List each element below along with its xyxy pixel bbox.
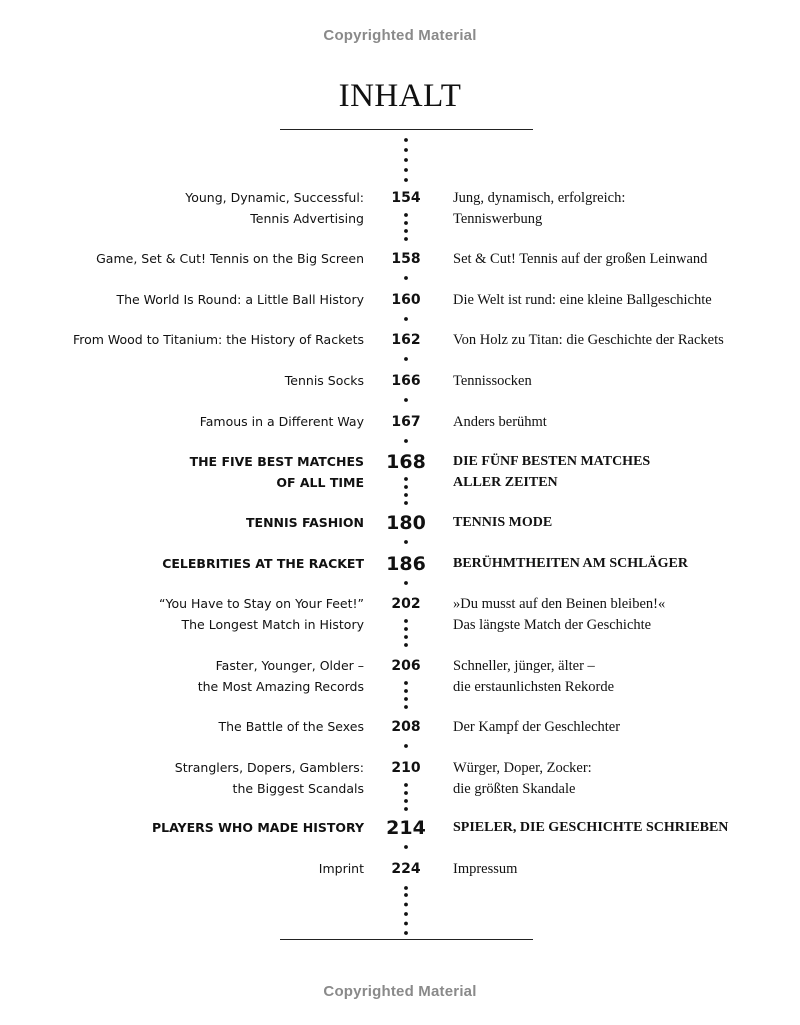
english-title-line: THE FIVE BEST MATCHES [189,454,364,469]
page-number: 186 [386,553,426,575]
german-title-line: Anders berühmt [453,414,547,430]
page-number: 162 [391,332,421,348]
divider-dot [404,213,408,217]
divider-dot [404,439,408,443]
divider-dot [404,178,408,182]
english-title [152,818,364,839]
page-number: 214 [386,817,426,839]
divider-dot [404,799,408,803]
divider-dot [404,886,408,890]
divider-dot [404,398,408,402]
divider-dot [404,221,408,225]
divider-dot [404,635,408,639]
german-title-line: Würger, Doper, Zocker: [453,760,592,776]
divider-dot [404,931,408,935]
german-title-line: Impressum [453,861,518,877]
divider-dot [404,485,408,489]
divider-dot [404,807,408,811]
english-title-line: The Longest Match in History [181,616,364,632]
english-title [73,330,364,351]
german-title [453,412,547,433]
divider-dot [404,501,408,505]
german-title-line: Der Kampf der Geschlechter [453,719,621,735]
divider-dot [404,168,408,172]
page-number: 180 [386,512,426,534]
german-title [453,290,712,311]
divider-dot [404,627,408,631]
bottom-divider [280,939,533,940]
divider-dot [404,744,408,748]
divider-dot [404,791,408,795]
german-title-line: die größten Skandale [453,780,576,797]
german-title-line: Tenniswerbung [453,210,543,227]
german-title [453,758,592,799]
english-title [96,249,364,270]
divider-dot [404,681,408,685]
divider-dot [404,922,408,926]
top-divider [280,129,533,130]
german-title [453,188,625,229]
english-title [175,758,364,799]
german-title-line: die erstaunlichsten Rekorde [453,678,615,695]
page-number: 160 [391,292,421,308]
divider-dot [404,276,408,280]
divider-dot [404,893,408,897]
german-title [453,656,614,697]
divider-dot [404,689,408,693]
divider-dot [404,581,408,585]
divider-dot [404,138,408,142]
german-title-line: SPIELER, DIE GESCHICHTE SCHRIEBEN [453,820,729,835]
german-title-line: ALLER ZEITEN [453,474,558,490]
page-number: 202 [391,596,421,612]
divider-dot [404,783,408,787]
page-number: 158 [391,251,421,267]
english-title [185,188,364,229]
divider-dot [404,619,408,623]
german-title [453,513,552,534]
page-number: 208 [391,719,421,735]
german-title-line: Von Holz zu Titan: die Geschichte der Rackets [453,332,724,348]
copyright-notice-top: Copyrighted Material [323,27,477,44]
divider-dot [404,148,408,152]
page-number: 206 [391,658,421,674]
english-title-line: PLAYERS WHO MADE HISTORY [151,820,364,835]
english-title-line: Tennis Advertising [250,210,364,226]
german-title-line: Tennissocken [453,373,532,389]
divider-dot [404,705,408,709]
divider-dot [404,237,408,241]
german-title-line: Die Welt ist rund: eine kleine Ballgeschichte [453,292,712,308]
german-title-line: DIE FÜNF BESTEN MATCHES [453,454,651,469]
german-title [453,594,665,635]
german-title-line: Jung, dynamisch, erfolgreich: [453,190,626,206]
english-title-line: Young, Dynamic, Successful: [185,190,364,205]
english-title-line: Imprint [318,861,364,876]
english-title-line: From Wood to Titanium: the History of Rackets [72,332,364,347]
english-title [159,594,364,635]
page-number: 166 [391,373,421,389]
english-title-line: CELEBRITIES AT THE RACKET [162,556,364,571]
page-number: 168 [386,451,426,473]
english-title-line: Tennis Socks [284,373,364,388]
english-title-line: Stranglers, Dopers, Gamblers: [174,760,364,775]
english-title-line: OF ALL TIME [276,474,364,490]
page-number: 210 [391,760,421,776]
english-title-line: The World Is Round: a Little Ball History [116,292,364,307]
divider-dot [404,845,408,849]
page-number: 224 [391,861,421,877]
divider-dot [404,697,408,701]
german-title [453,452,650,493]
divider-dot [404,477,408,481]
english-title-line: the Biggest Scandals [232,780,364,796]
german-title [453,554,688,575]
german-title [453,818,728,839]
divider-dot [404,158,408,162]
german-title [453,859,517,880]
german-title-line: Set & Cut! Tennis auf der großen Leinwand [453,251,708,267]
english-title [162,554,364,575]
divider-dot [404,903,408,907]
english-title [200,412,364,433]
english-title-line: Faster, Younger, Older – [215,658,364,673]
english-title-line: Famous in a Different Way [199,414,364,429]
divider-dot [404,643,408,647]
page-number: 154 [391,190,421,206]
english-title [116,290,364,311]
divider-dot [404,317,408,321]
german-title [453,717,620,738]
divider-dot [404,540,408,544]
german-title-line: Das längste Match der Geschichte [453,616,652,633]
divider-dot [404,493,408,497]
page-title: INHALT [338,78,462,114]
english-title-line: TENNIS FASHION [246,515,364,530]
german-title [453,330,724,351]
english-title-line: the Most Amazing Records [197,678,364,694]
divider-dot [404,229,408,233]
english-title [218,717,364,738]
german-title [453,249,707,270]
german-title [453,371,532,392]
english-title-line: “You Have to Stay on Your Feet!” [159,596,364,611]
german-title-line: Schneller, jünger, älter – [453,658,595,674]
english-title [190,452,364,493]
copyright-notice-bottom: Copyrighted Material [323,983,477,1000]
german-title-line: BERÜHMTHEITEN AM SCHLÄGER [453,556,688,571]
divider-dot [404,357,408,361]
english-title-line: The Battle of the Sexes [218,719,364,734]
divider-dot [404,912,408,916]
german-title-line: TENNIS MODE [453,515,553,530]
german-title-line: »Du musst auf den Beinen bleiben!« [453,596,666,612]
english-title [198,656,364,697]
english-title-line: Game, Set & Cut! Tennis on the Big Screen [96,251,364,266]
page-number: 167 [391,414,421,430]
